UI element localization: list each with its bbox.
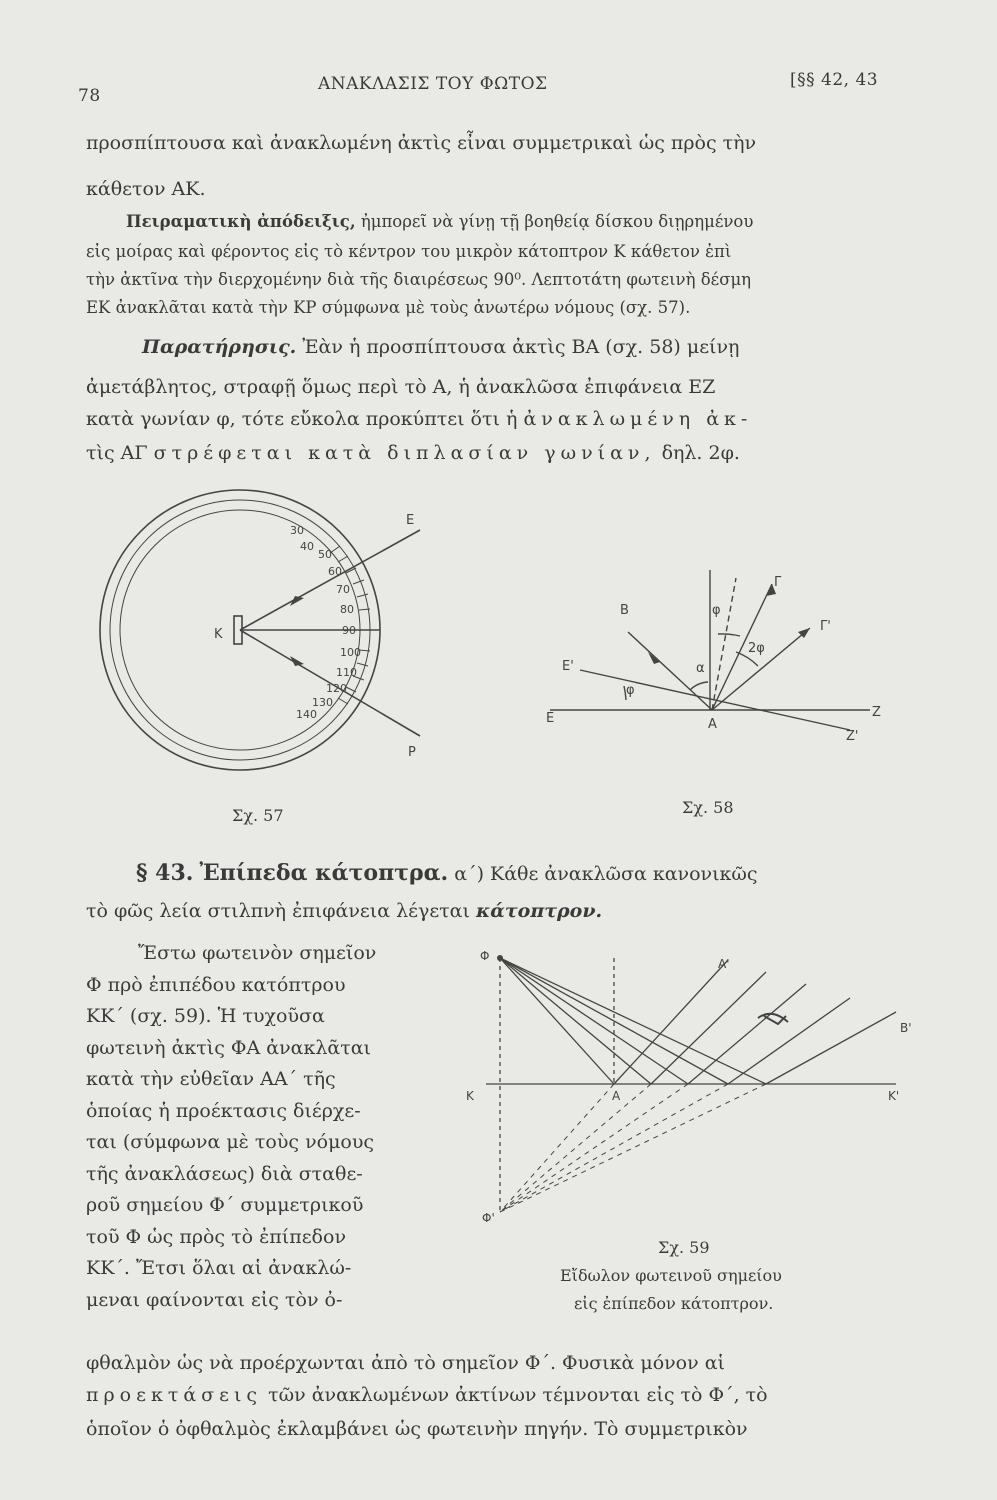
section-reference: [§§ 42, 43 [790,70,879,90]
label-K: K [466,1089,474,1103]
label-P: P [408,745,416,760]
angle-phi-arc [718,634,740,636]
text-emphasis: προεκτάσεις [86,1384,263,1406]
text-line: ται (σύμφωνα μὲ τοὺς νόμους [86,1131,375,1153]
label-two-phi: 2φ [748,641,765,656]
running-title: ΑΝΑΚΛΑΣΙΣ ΤΟΥ ΦΩΤΟΣ [318,74,548,94]
remark-paragraph-line [86,442,916,464]
experiment-paragraph-line: ΕΚ ἀνακλᾶται κατὰ τὴν ΚΡ σύμφωνα μὲ τοὺς ἀνωτέρω νόμους (σχ. 57). [86,298,691,317]
text-line: ΚΚ΄ (σχ. 59). Ἡ τυχοῦσα [86,1005,325,1027]
experiment-heading: Πειραματικὴ ἀπόδειξις, [126,212,356,231]
label-Phi-prime: Φ' [482,1211,495,1225]
label-phi: φ [712,603,721,618]
experiment-paragraph-line: εἰς μοίρας καὶ φέροντος εἰς τὸ κέντρον του μικρὸν κάτοπτρον Κ κάθετον ἐπὶ [86,242,732,261]
label-B-prime: B' [900,1021,912,1035]
label-A: A [708,717,717,732]
text-line: φθαλμὸν ὡς νὰ προέρχωνται ἀπὸ τὸ σημεῖον Φ΄. Φυσικὰ μόνον αἱ [86,1352,725,1374]
text-segment: τῶν ἀνακλωμένων ἀκτίνων τέμνονται εἰς τὸ Φ΄, τὸ [268,1384,768,1406]
text-line: προσπίπτουσα καὶ ἀνακλωμένη ἀκτὶς εἶναι συμμετρικαὶ ὡς πρὸς τὴν [86,132,757,154]
label-G: Γ [774,575,782,590]
text-line: Φ πρὸ ἐπιπέδου κατόπτρου [86,973,346,996]
figure-58-caption: Σχ. 58 [682,798,734,817]
remark-text: δηλ. 2φ. [661,442,740,464]
text-line: κάθετον ΑΚ. [86,178,206,200]
label-A-prime: A' [718,957,730,971]
figure-59-caption-line: εἰς ἐπίπεδον κάτοπτρον. [574,1294,774,1313]
figure-57-caption: Σχ. 57 [232,806,284,825]
label-phi-2: φ [626,683,635,698]
label-B: B [620,603,629,618]
label-Z-prime: Z' [846,729,859,744]
remark-paragraph-line [86,336,916,358]
text-line: ροῦ σημείου Φ΄ συμμετρικοῦ [86,1194,364,1216]
text-line: ΚΚ΄. Ἔτσι ὅλαι αἱ ἀνακλώ- [86,1257,352,1279]
text-line: κατὰ τὴν εὐθεῖαν ΑΑ΄ τῆς [86,1068,336,1090]
figure-58 [540,560,900,750]
section-text: α΄) Κάθε ἀνακλῶσα κανονικῶς [454,863,758,885]
defined-term: κάτοπτρον. [476,900,603,922]
label-G-prime: Γ' [820,619,831,634]
text-line: τῆς ἀνακλάσεως) διὰ σταθε- [86,1162,363,1185]
section-title: Ἐπίπεδα κάτοπτρα. [199,860,449,886]
ray-Phi-A [500,958,614,1084]
scale-label: 120 [326,682,347,695]
rotated-normal [712,578,736,710]
section-number: § 43. [136,860,194,886]
section-43-line [86,900,916,922]
narrow-paragraph [86,938,456,1316]
scale-label: 40 [300,540,314,553]
text-line: Ἔστω φωτεινὸν σημεῖον [138,942,377,964]
scale-label: 30 [290,524,304,537]
label-E: E [546,711,555,726]
page-number: 78 [78,86,101,106]
label-alpha: α [696,661,705,676]
remark-paragraph-line [86,408,916,430]
scale-label: 90 [342,624,356,637]
remark-paragraph-line: ἀμετάβλητος, στραφῇ ὅμως περὶ τὸ Α, ἡ ἀνακλῶσα ἐπιφάνεια ΕΖ [86,376,716,398]
label-Phi: Φ [480,949,490,963]
label-E: E [406,513,415,528]
angle-alpha-arc [690,682,708,690]
scale-label: 110 [336,666,357,679]
text-line: μεναι φαίνονται εἰς τὸν ὀ- [86,1288,343,1311]
light-source-icon [497,955,503,961]
scale-label: 60 [328,565,342,578]
text-line: ὁποῖον ὁ ὀφθαλμὸς ἐκλαμβάνει ὡς φωτεινὴν πηγήν. Τὸ συμμετρικὸν [86,1418,748,1440]
label-A: A [612,1089,621,1103]
scale-label: 100 [340,646,361,659]
remark-text: τὶς ΑΓ [86,442,148,464]
scale-label: 140 [296,708,317,721]
label-Z: Z [872,705,881,720]
text-line: ὁποίας ἡ προέκτασις διέρχε- [86,1099,361,1122]
section-43-title-line [86,860,916,886]
scale-label: 70 [336,583,350,596]
label-K: K [214,627,223,642]
text-line: τοῦ Φ ὡς πρὸς τὸ ἐπίπεδον [86,1225,346,1248]
section-text: τὸ φῶς λεία στιλπνὴ ἐπιφάνεια λέγεται [86,900,470,922]
scale-labels [290,524,361,721]
reflected-ray-B1 [766,1012,896,1084]
experiment-paragraph-line: τὴν ἀκτῖνα τὴν διερχομένην διὰ τῆς διαιρέσεως 90⁰. Λεπτοτάτη φωτεινὴ δέσμη [86,270,752,289]
remark-emphasis: στρέφεται κατὰ διπλασίαν γωνίαν, [153,442,656,464]
label-K-prime: K' [888,1089,900,1103]
arrow-head-icon [648,652,660,664]
remark-emphasis: ἀνακλωμένη ἀκ- [523,408,753,430]
remark-heading: Παρατήρησις. [142,336,297,358]
remark-text: κατὰ γωνίαν φ, τότε εὔκολα προκύπτει ὅτι ἡ [86,408,518,430]
figure-59 [466,940,926,1230]
scale-label: 80 [340,603,354,616]
figure-59-caption-line: Εἴδωλον φωτεινοῦ σημείου [560,1266,782,1285]
figure-57 [90,478,460,818]
experiment-text: ἠμπορεῖ νὰ γίνῃ τῇ βοηθείᾳ δίσκου διῃρημένου [360,212,754,231]
figure-59-caption-number: Σχ. 59 [658,1238,710,1257]
scale-label: 130 [312,696,333,709]
scale-label: 50 [318,548,332,561]
remark-text: Ἐὰν ἡ προσπίπτουσα ἀκτὶς ΒΑ (σχ. 58) μείνῃ [302,336,740,358]
text-line [86,1384,916,1406]
experiment-paragraph-line [86,212,916,231]
ray-EK [240,530,420,630]
text-line: φωτεινὴ ἀκτὶς ΦΑ ἀνακλᾶται [86,1036,372,1059]
label-E-prime: E' [562,659,574,674]
